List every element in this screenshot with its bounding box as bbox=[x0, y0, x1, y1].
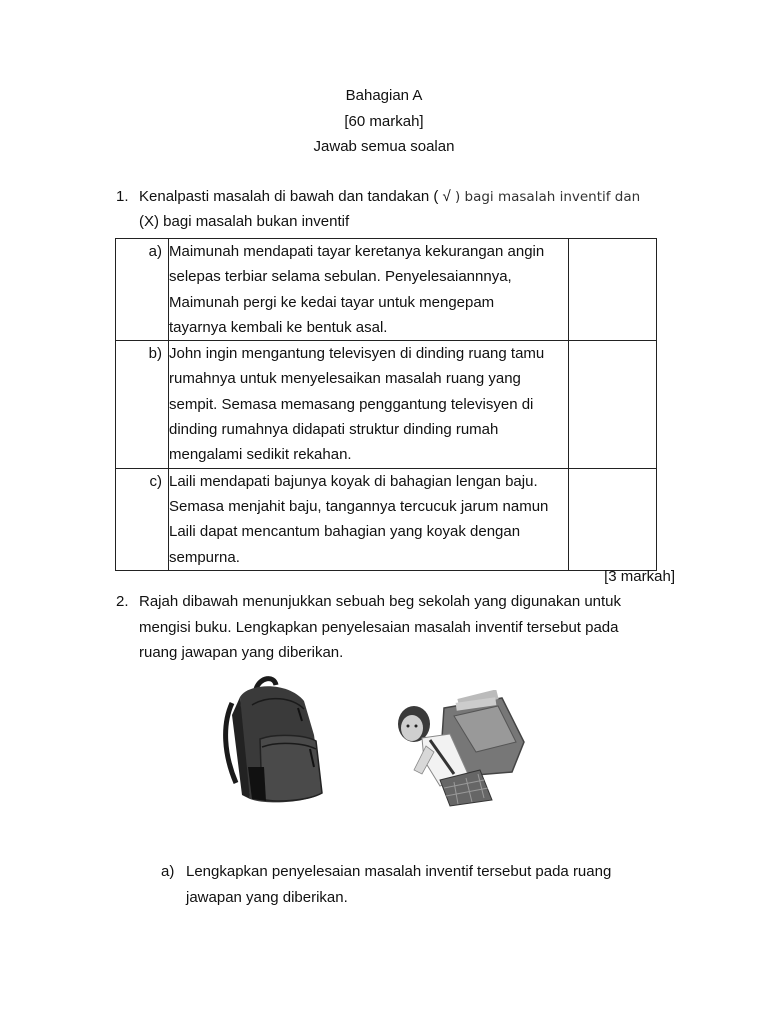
subquestion-a-text-line-2: jawapan yang diberikan. bbox=[186, 889, 348, 906]
question-1-text-line-2: (X) bagi masalah bukan inventif bbox=[139, 213, 350, 230]
row-text-line: John ingin mengantung televisyen di dinding ruang tamu bbox=[169, 345, 545, 363]
subquestion-a-label: a) bbox=[161, 863, 175, 880]
row-text-line: tayarnya kembali ke bentuk asal. bbox=[169, 318, 388, 336]
row-label: a) bbox=[148, 243, 162, 260]
row-text-line: sempurna. bbox=[169, 548, 240, 566]
answer-cell-c[interactable] bbox=[569, 468, 657, 570]
question-1-text-start: Kenalpasti masalah di bawah dan tandakan ( bbox=[139, 188, 439, 205]
row-text-cell bbox=[169, 341, 569, 468]
backpack-image bbox=[218, 675, 333, 805]
row-label: c) bbox=[149, 472, 162, 490]
question-2-text-line-2: mengisi buku. Lengkapkan penyelesaian masalah inventif tersebut pada bbox=[139, 619, 619, 636]
row-label-cell bbox=[116, 239, 169, 341]
question-2-text-line-3: ruang jawapan yang diberikan. bbox=[139, 644, 344, 661]
question-1-table bbox=[115, 238, 657, 571]
question-1-text-tail: ) bagi masalah inventif dan bbox=[454, 189, 641, 205]
check-symbol: √ bbox=[442, 188, 451, 205]
subquestion-a-text-line-1: Lengkapkan penyelesaian masalah inventif tersebut pada ruang bbox=[186, 863, 612, 880]
table-row bbox=[116, 468, 657, 570]
row-text-cell bbox=[169, 468, 569, 570]
row-text-line: mengalami sedikit rekahan. bbox=[169, 446, 352, 464]
row-text-line: selepas terbiar selama sebulan. Penyelesaiannnya, bbox=[169, 268, 512, 286]
answer-cell-a[interactable] bbox=[569, 239, 657, 341]
question-1-number: 1. bbox=[116, 188, 129, 205]
row-text-line: dinding rumahnya didapati struktur dinding rumah bbox=[169, 421, 499, 439]
question-1-marks: [3 markah] bbox=[604, 568, 675, 585]
answer-cell-b[interactable] bbox=[569, 341, 657, 468]
question-2-text-line-1: Rajah dibawah menunjukkan sebuah beg sekolah yang digunakan untuk bbox=[139, 593, 622, 610]
row-text-line: Maimunah mendapati tayar keretanya kekurangan angin bbox=[169, 243, 545, 260]
row-text-line: Laili mendapati bajunya koyak di bahagian lengan baju. bbox=[169, 472, 538, 490]
question-1-text-line-1 bbox=[139, 188, 640, 206]
row-text-line: Semasa menjahit baju, tangannya tercucuk jarum namun bbox=[169, 497, 549, 515]
table-row bbox=[116, 341, 657, 468]
row-text-line: rumahnya untuk menyelesaikan masalah ruang yang bbox=[169, 370, 521, 388]
table-row bbox=[116, 239, 657, 341]
row-text-line: Maimunah pergi ke kedai tayar untuk mengepam bbox=[169, 293, 495, 311]
row-label-cell bbox=[116, 341, 169, 468]
section-title: Bahagian A bbox=[345, 87, 423, 104]
row-text-line: Laili dapat mencantum bahagian yang koyak dengan bbox=[169, 523, 521, 541]
row-text-cell bbox=[169, 239, 569, 341]
girl-with-heavy-backpack-image bbox=[384, 690, 532, 808]
row-label: b) bbox=[148, 345, 162, 363]
row-label-cell bbox=[116, 468, 169, 570]
question-2-number: 2. bbox=[116, 593, 129, 610]
row-text-line: sempit. Semasa memasang penggantung televisyen di bbox=[169, 395, 534, 413]
section-instruction: Jawab semua soalan bbox=[313, 138, 455, 155]
section-marks: [60 markah] bbox=[344, 113, 424, 130]
